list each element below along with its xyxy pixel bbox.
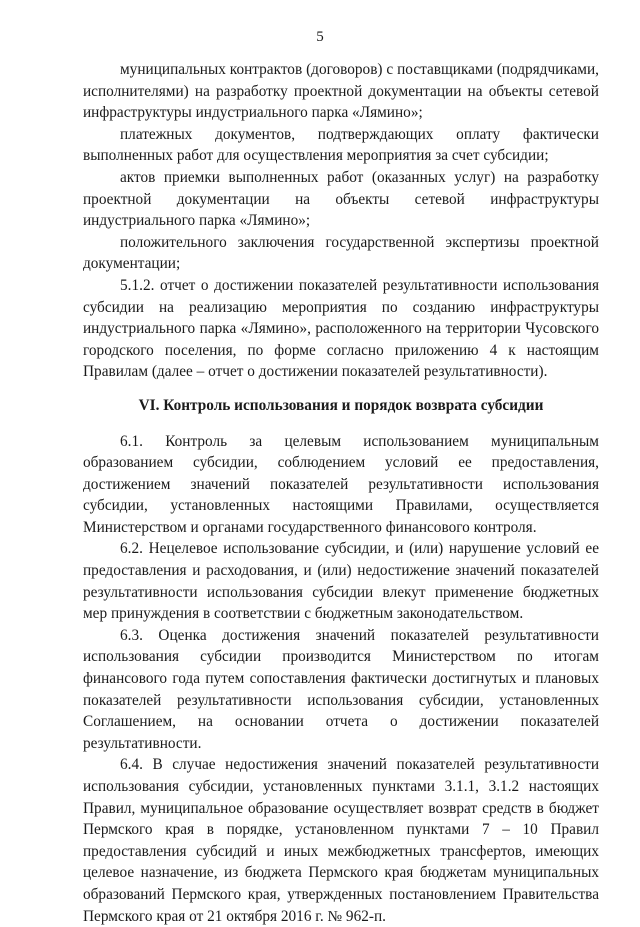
paragraph: муниципальных контрактов (договоров) с поставщиками (подрядчиками, исполнителями) на разработку проектной документации на объекты сетевой инфраструктуры индустриального парка «Лямино»; <box>83 61 599 122</box>
paragraph: 6.1. Контроль за целевым использованием муниципальным образованием субсидии, соблюдением условий ее предоставления, достижением значений показателей результативности использования субсидии, установленных настоящими Правилами, осуществляется Министерством и органами государственного финансового контроля. <box>83 432 599 536</box>
paragraph: 6.4. В случае недостижения значений показателей результативности использования субсидии, установленных пунктами 3.1.1, 3.1.2 настоящих Правил, муниципальное образование осуществляет возврат средств в бюджет Пермского края в порядке, установленном пунктами 7 – 10 Правил предоставления субсидий и иных межбюджетных трансфертов, имеющих целевое назначение, из бюджета Пермского края бюджетам муниципальных образований Пермского края, утвержденных постановлением Правительства Пермского края от 21 октября 2016 г. № 962-п. <box>83 756 599 925</box>
section-heading: VI. Контроль использования и порядок возврата субсидии <box>138 396 544 414</box>
document-body <box>83 59 599 927</box>
paragraph: 6.2. Нецелевое использование субсидии, и (или) нарушение условий ее предоставления и расходования, и (или) недостижение значений показателей результативности использования субсидии влекут применение бюджетных мер принуждения в соответствии с бюджетным законодательством. <box>83 540 599 623</box>
page-number: 5 <box>316 29 324 45</box>
paragraph: 5.1.2. отчет о достижении показателей результативности использования субсидии на реализацию мероприятия по созданию инфраструктуры индустриального парка «Лямино», расположенного на территории Чусовского городского поселения, по форме согласно приложению 4 к настоящим Правилам (далее – отчет о достижении показателей результативности). <box>83 276 599 381</box>
paragraph: положительного заключения государственной экспертизы проектной документации; <box>83 233 599 273</box>
paragraph: 6.3. Оценка достижения значений показателей результативности использования субсидии производится Министерством по итогам финансового года путем сопоставления фактически достигнутых и плановых показателей результативности использования субсидии, установленных Соглашением, на основании отчета о достижении показателей результативности. <box>83 626 599 752</box>
paragraph: актов приемки выполненных работ (оказанных услуг) на разработку проектной документации на объекты сетевой инфраструктуры индустриального парка «Лямино»; <box>83 168 599 230</box>
paragraph: платежных документов, подтверждающих оплату фактически выполненных работ для осуществления мероприятия за счет субсидии; <box>83 125 599 165</box>
